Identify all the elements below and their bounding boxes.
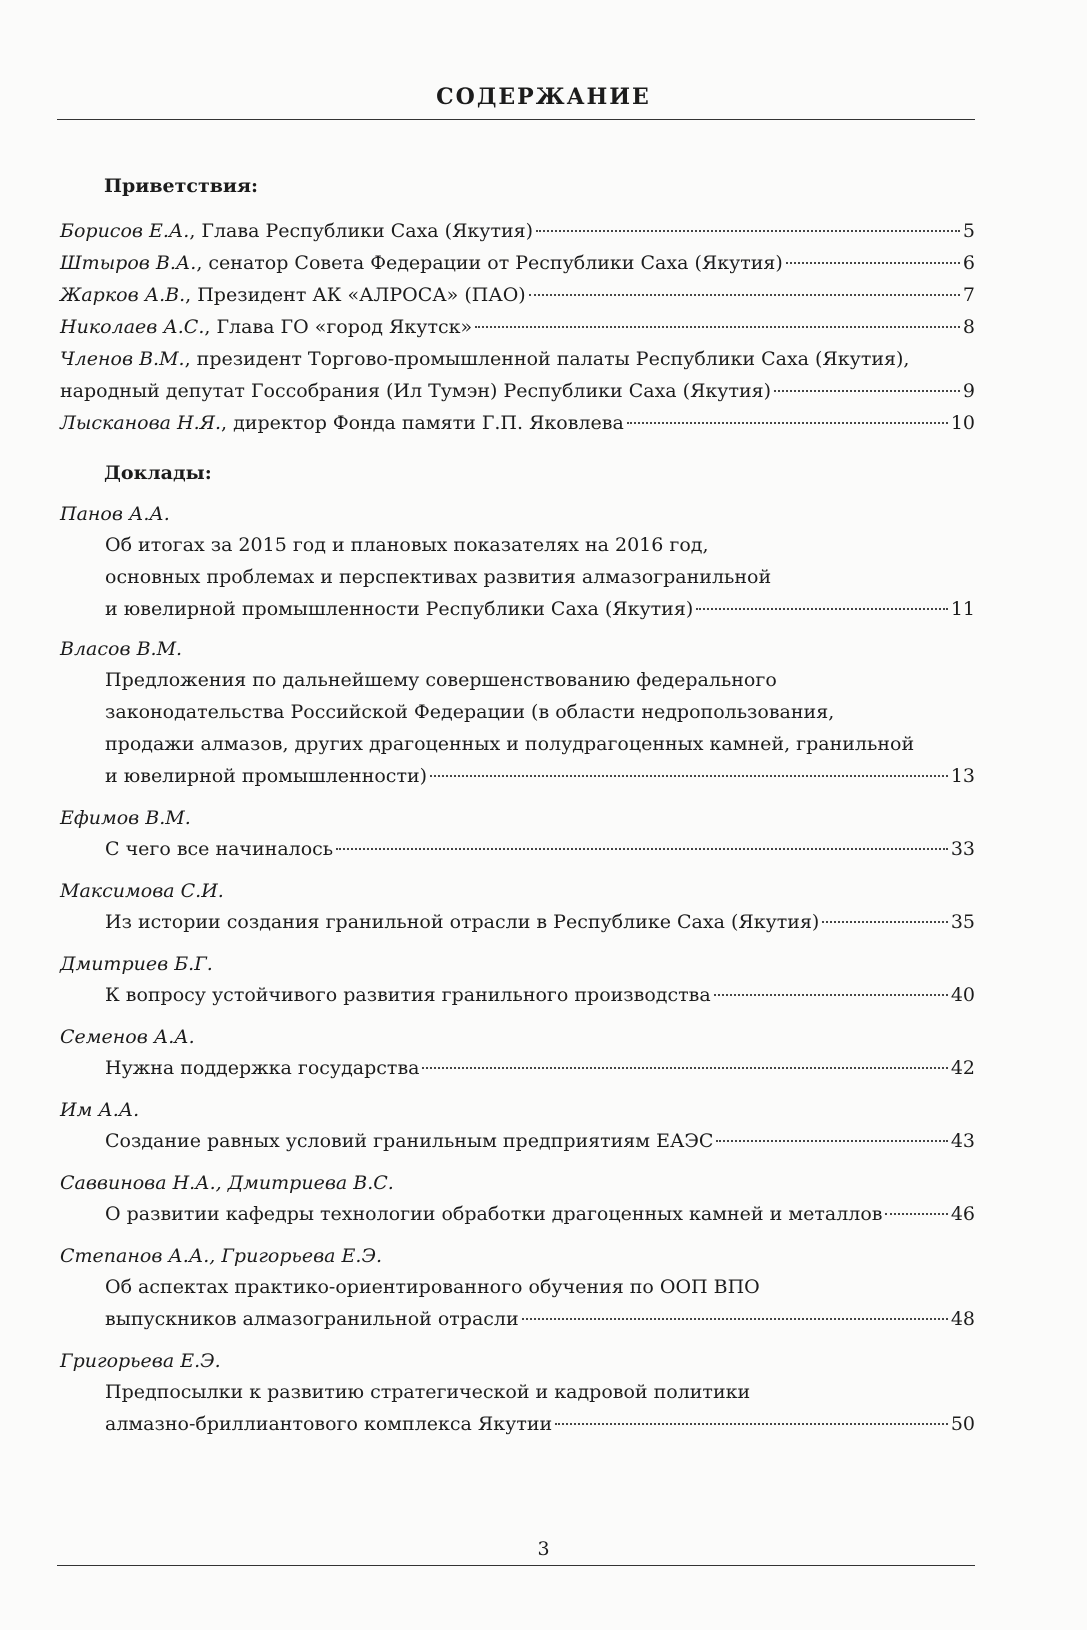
report-title-line[interactable]: основных проблемах и перспективах развития алмазогранильной bbox=[105, 566, 772, 588]
title-rule bbox=[57, 119, 975, 120]
entry-author: Лысканова Н.Я. bbox=[60, 412, 222, 434]
dot-leader bbox=[774, 390, 960, 392]
entry-page: 8 bbox=[962, 316, 975, 338]
entry-page: 42 bbox=[950, 1057, 975, 1079]
report-author: Семенов А.А. bbox=[60, 1026, 195, 1048]
entry-page: 40 bbox=[950, 984, 975, 1006]
report-title-line[interactable] bbox=[105, 1304, 975, 1334]
entry-page: 10 bbox=[950, 412, 975, 434]
entry-page: 35 bbox=[950, 911, 975, 933]
greeting-entry-continuation[interactable] bbox=[60, 376, 975, 406]
entry-text: , сенатор Совета Федерации от Республики Саха (Якутия) bbox=[196, 252, 783, 274]
report-title-text: и ювелирной промышленности Республики Саха (Якутия) bbox=[105, 598, 694, 620]
dot-leader bbox=[475, 326, 960, 328]
report-title-line[interactable] bbox=[105, 980, 975, 1010]
report-author: Панов А.А. bbox=[60, 503, 170, 525]
dot-leader bbox=[430, 775, 948, 777]
dot-leader bbox=[336, 848, 948, 850]
dot-leader bbox=[422, 1067, 947, 1069]
dot-leader bbox=[555, 1423, 948, 1425]
entry-text: , Глава Республики Саха (Якутия) bbox=[189, 220, 534, 242]
entry-page: 11 bbox=[950, 598, 975, 620]
page-title: СОДЕРЖАНИЕ bbox=[436, 84, 651, 110]
report-author: Степанов А.А., Григорьева Е.Э. bbox=[60, 1245, 383, 1267]
report-title-text: С чего все начиналось bbox=[105, 838, 334, 860]
report-title-text: К вопросу устойчивого развития гранильного производства bbox=[105, 984, 711, 1006]
entry-page: 48 bbox=[950, 1308, 975, 1330]
dot-leader bbox=[885, 1213, 947, 1215]
greeting-entry[interactable] bbox=[60, 280, 975, 310]
greeting-entry[interactable] bbox=[60, 344, 975, 374]
entry-text: , Президент АК «АЛРОСА» (ПАО) bbox=[185, 284, 526, 306]
entry-text: , директор Фонда памяти Г.П. Яковлева bbox=[221, 412, 624, 434]
report-title-line[interactable] bbox=[105, 907, 975, 937]
greeting-entry[interactable] bbox=[60, 216, 975, 246]
report-title-text: и ювелирной промышленности) bbox=[105, 765, 428, 787]
entry-author: Николаев А.С. bbox=[60, 316, 205, 338]
report-title-line[interactable]: законодательства Российской Федерации (в области недропользования, bbox=[105, 701, 835, 723]
report-author: Дмитриев Б.Г. bbox=[60, 953, 213, 975]
dot-leader bbox=[627, 422, 948, 424]
entry-page: 13 bbox=[950, 765, 975, 787]
reports-heading: Доклады: bbox=[104, 462, 212, 484]
dot-leader bbox=[714, 994, 948, 996]
report-title-line[interactable] bbox=[105, 834, 975, 864]
report-title-line[interactable]: Предложения по дальнейшему совершенствованию федерального bbox=[105, 669, 777, 691]
report-title-line[interactable] bbox=[105, 1199, 975, 1229]
report-title-line[interactable] bbox=[105, 1126, 975, 1156]
report-title-text: Из истории создания гранильной отрасли в Республике Саха (Якутия) bbox=[105, 911, 820, 933]
dot-leader bbox=[716, 1140, 947, 1142]
dot-leader bbox=[696, 608, 948, 610]
entry-page: 43 bbox=[950, 1130, 975, 1152]
dot-leader bbox=[822, 921, 947, 923]
entry-text: , президент Торгово-промышленной палаты Республики Саха (Якутия), bbox=[184, 348, 910, 370]
report-title-line[interactable]: продажи алмазов, других драгоценных и полудрагоценных камней, гранильной bbox=[105, 733, 915, 755]
report-author: Максимова С.И. bbox=[60, 880, 224, 902]
page-number: 3 bbox=[537, 1538, 550, 1560]
report-title-text: алмазно-бриллиантового комплекса Якутии bbox=[105, 1413, 553, 1435]
footer-rule bbox=[57, 1565, 975, 1566]
report-title-text: выпускников алмазогранильной отрасли bbox=[105, 1308, 519, 1330]
report-title-line[interactable]: Об аспектах практико-ориентированного обучения по ООП ВПО bbox=[105, 1276, 760, 1298]
report-title-line[interactable] bbox=[105, 1409, 975, 1439]
report-title-line[interactable] bbox=[105, 1053, 975, 1083]
entry-text: , Глава ГО «город Якутск» bbox=[204, 316, 473, 338]
report-title-text: Нужна поддержка государства bbox=[105, 1057, 420, 1079]
entry-text: народный депутат Госсобрания (Ил Тумэн) Республики Саха (Якутия) bbox=[60, 380, 772, 402]
entry-page: 7 bbox=[962, 284, 975, 306]
entry-author: Членов В.М. bbox=[60, 348, 185, 370]
dot-leader bbox=[786, 262, 960, 264]
entry-page: 33 bbox=[950, 838, 975, 860]
greeting-entry[interactable] bbox=[60, 248, 975, 278]
report-title-line[interactable]: Об итогах за 2015 год и плановых показателях на 2016 год, bbox=[105, 534, 709, 556]
report-author: Саввинова Н.А., Дмитриева В.С. bbox=[60, 1172, 394, 1194]
entry-page: 9 bbox=[962, 380, 975, 402]
dot-leader bbox=[536, 230, 960, 232]
dot-leader bbox=[529, 294, 960, 296]
entry-author: Борисов Е.А. bbox=[60, 220, 190, 242]
entry-author: Жарков А.В. bbox=[60, 284, 186, 306]
report-title-text: О развитии кафедры технологии обработки драгоценных камней и металлов bbox=[105, 1203, 883, 1225]
report-author: Григорьева Е.Э. bbox=[60, 1350, 221, 1372]
greeting-entry[interactable] bbox=[60, 312, 975, 342]
entry-author: Штыров В.А. bbox=[60, 252, 197, 274]
report-title-line[interactable]: Предпосылки к развитию стратегической и кадровой политики bbox=[105, 1381, 751, 1403]
entry-page: 46 bbox=[950, 1203, 975, 1225]
report-author: Ефимов В.М. bbox=[60, 807, 191, 829]
greetings-heading: Приветствия: bbox=[104, 175, 259, 197]
entry-page: 6 bbox=[962, 252, 975, 274]
entry-page: 50 bbox=[950, 1413, 975, 1435]
report-title-text: Создание равных условий гранильным предприятиям ЕАЭС bbox=[105, 1130, 714, 1152]
dot-leader bbox=[522, 1318, 948, 1320]
greeting-entry[interactable] bbox=[60, 408, 975, 438]
entry-page: 5 bbox=[962, 220, 975, 242]
report-title-line[interactable] bbox=[105, 594, 975, 624]
report-author: Им А.А. bbox=[60, 1099, 140, 1121]
report-author: Власов В.М. bbox=[60, 638, 183, 660]
report-title-line[interactable] bbox=[105, 761, 975, 791]
